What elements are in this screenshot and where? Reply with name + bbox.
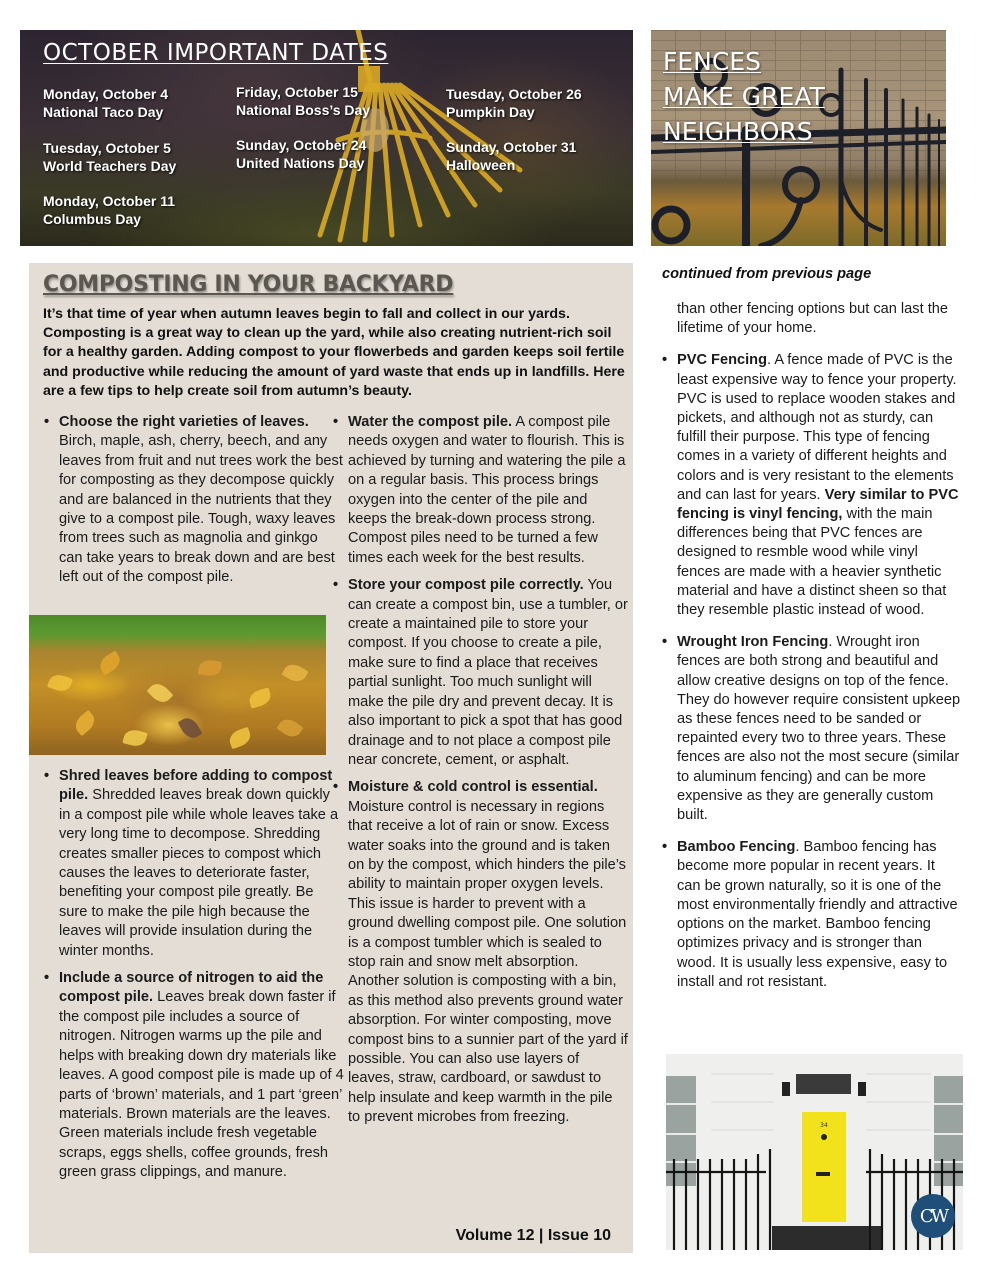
event-name: World Teachers Day [43, 158, 177, 174]
fences-lead-text: than other fencing options but can last the lifetime of your home. [677, 301, 948, 337]
tip-item [332, 413, 628, 568]
fence-type-body: . A fence made of PVC is the least expensive way to fence your property. PVC is used to replace wooden stakes and pickets, and although not as sturdy, can fulfill their purpose. This type of fencing comes in a variety of different heights and colors and is very resistant to the elements and can last for years. [677, 352, 957, 503]
fence-type-item [661, 838, 961, 992]
event-date: Friday, October 15 [236, 84, 358, 100]
tip-body: You can create a compost bin, use a tumbler, or create a maintained pile to store your compost. If you choose to create a pile, make sure to find a place that receives partial sunlight. Too much sunlight will make the pile dry and prevent decay. It is also important to pick a spot that has good drainage and to not place a compost pile near concrete, cement, or asphalt. [348, 577, 628, 768]
fences-title [663, 44, 825, 149]
cw-logo-badge: CW [911, 1194, 955, 1238]
event-name: National Boss’s Day [236, 102, 371, 118]
date-event [43, 139, 176, 175]
fence-type-emphasis: Very similar to PVC fencing is vinyl fencing, [677, 486, 959, 523]
fence-type-heading: Bamboo Fencing [677, 839, 796, 856]
tip-item [43, 767, 345, 961]
date-event [446, 138, 576, 174]
tip-heading: Shred leaves before adding to compost pile. [59, 768, 333, 804]
tip-body: Birch, maple, ash, cherry, beech, and any leaves from fruit and nut trees work the best for composting as they decompose quickly and are balanced in the nutrients that they give to a compost pile. Tough, waxy leaves from trees such as magnolia and ginkgo can take years to break down and are best left out of the compost pile. [59, 433, 343, 586]
fence-type-heading: PVC Fencing [677, 352, 768, 369]
tips-column-right [332, 413, 628, 1128]
dates-title: OCTOBER IMPORTANT DATES [43, 40, 389, 66]
tip-heading: Moisture & cold control is essential. [348, 779, 598, 796]
event-date: Monday, October 11 [43, 193, 175, 209]
event-name: Pumpkin Day [446, 104, 535, 120]
tip-body: Leaves break down faster if the compost pile includes a source of nitrogen. Nitrogen warms up the pile and helps with breaking down dry materials like leaves. A good compost pile is made up of 4 parts of ‘brown’ materials, and 1 part ‘green’ materials. Brown materials are the leaves. Green materials include fresh vegetable scraps, eggs shells, coffee grounds, fresh green grass clippings, and manure. [59, 989, 344, 1181]
event-date: Tuesday, October 5 [43, 140, 171, 156]
tip-heading: Choose the right varieties of leaves. [59, 414, 309, 430]
date-event [236, 83, 370, 119]
tip-item [43, 969, 345, 1182]
yellow-door-photo [666, 1054, 963, 1250]
event-date: Monday, October 4 [43, 86, 168, 102]
date-event [236, 136, 366, 172]
fence-type-body: with the main differences being that PVC fences are designed to resmble wood while vinyl fences are made with a heavier synthetic material and have a distinct sheen so that they resemble plastic instead of wood. [677, 506, 947, 619]
tip-heading: Include a source of nitrogen to aid the compost pile. [59, 970, 324, 1006]
fences-banner [651, 30, 946, 246]
event-name: National Taco Day [43, 104, 164, 120]
fence-type-body: . Bamboo fencing has become more popular in recent years. It can be grown naturally, so it is one of the most environmentally friendly and attractive options on the market. Bamboo fencing optimizes privacy and is stronger than wood. It is usually less expensive, easy to install and rot resistant. [677, 839, 958, 990]
tips-column-left-top [43, 413, 345, 588]
composting-title: COMPOSTING IN YOUR BACKYARD [43, 272, 454, 297]
fences-article [661, 300, 961, 992]
tip-body: A compost pile needs oxygen and water to flourish. This is achieved by turning and watering the pile a on a regular basis. This process brings oxygen into the center of the pile and keeps the break-down process strong. Compost piles need to be turned a few times each week for the best results. [348, 414, 626, 566]
date-event [43, 85, 168, 121]
tip-item [332, 778, 628, 1127]
tip-item [43, 413, 345, 588]
tip-heading: Water the compost pile. [348, 414, 513, 430]
date-event [446, 85, 582, 121]
fences-title-line: MAKE GREAT [663, 82, 825, 111]
tip-heading: Store your compost pile correctly. [348, 577, 584, 594]
house-number: 34 [820, 1122, 828, 1129]
composting-article [29, 263, 633, 1253]
fences-title-line: FENCES [663, 47, 761, 76]
event-name: Halloween [446, 157, 516, 173]
leaf-pile-photo [29, 615, 326, 755]
tip-item [332, 576, 628, 770]
fence-type-item [661, 633, 961, 825]
volume-issue-label: Volume 12 | Issue 10 [455, 1227, 611, 1244]
composting-intro: It’s that time of year when autumn leaves begin to fall and collect in our yards. Composting is a great way to clean up the yard, while also creating nutrient-rich soil for a healthy garden. Adding compost to your flowerbeds and garden keeps soil fertile and productive while reducing the amount of yard waste that ends up in landfills. Here are a few tips to help create soil from autumn’s beauty. [43, 306, 625, 399]
fences-title-line: NEIGHBORS [663, 117, 813, 146]
continued-label: continued from previous page [662, 266, 872, 282]
october-dates-banner [20, 30, 633, 246]
event-date: Tuesday, October 26 [446, 86, 582, 102]
event-name: United Nations Day [236, 155, 365, 171]
tip-body: Moisture control is necessary in regions that receive a lot of rain or snow. Excess water soaks into the ground and is taken on by the compost, which hinders the pile’s ability to maintain proper oxygen levels. This issue is harder to prevent with a ground dwelling compost pile. One solution is a compost tumbler which is sealed to stop rain and snow melt absorption. Another solution is composting with a bin, as this method also prevents ground water absorption. For winter composting, move compost bins to a sunnier part of the yard if possible. You can also use layers of leaves, straw, cardboard, or sawdust to help insulate and keep warmth in the pile to prevent microbes from freezing. [348, 798, 628, 1126]
fence-type-heading: Wrought Iron Fencing [677, 634, 829, 651]
tips-column-left-bottom [43, 767, 345, 1183]
fence-type-item [661, 351, 961, 620]
event-name: Columbus Day [43, 211, 142, 227]
date-event [43, 192, 175, 228]
event-date: Sunday, October 31 [446, 139, 577, 155]
event-date: Sunday, October 24 [236, 137, 367, 153]
fence-types-list [661, 351, 961, 992]
tip-body: Shredded leaves break down quickly in a compost pile while whole leaves take a very long time to decompose. Shredding creates smaller pieces to compost which causes the leaves to deteriorate faster, benefiting your compost pile greatly. Be sure to make the pile high because the leaves will provide insulation during the winter months. [59, 787, 339, 959]
fence-type-body: . Wrought iron fences are both strong and beautiful and allow creative designs on top of the fence. They do however require consistent upkeep as these fences need to be sanded or repainted every two to three years. These fences are also not the most secure (similar to aluminum fencing) and can be more expensive as they are generally custom built. [677, 634, 961, 824]
